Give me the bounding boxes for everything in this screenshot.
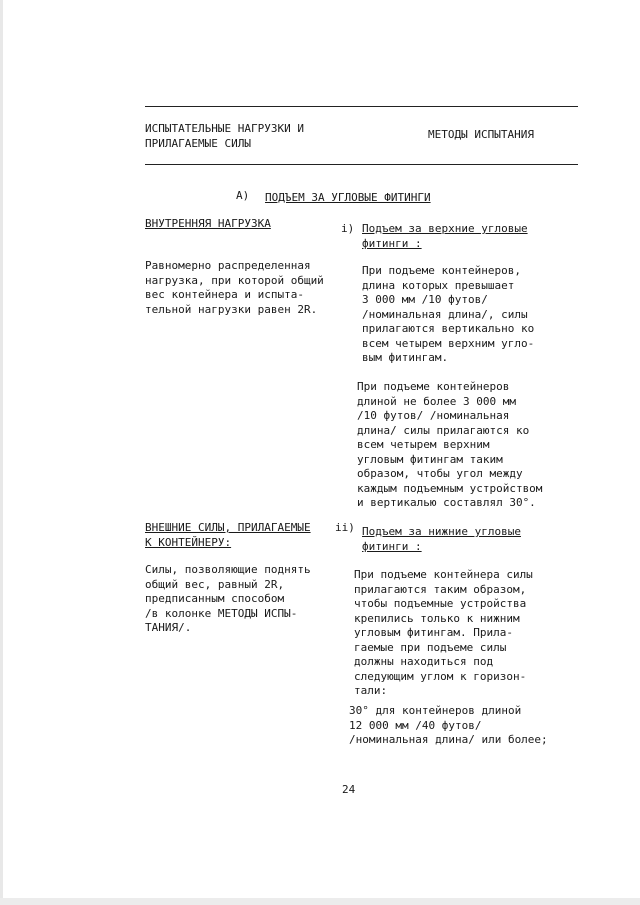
method-i-heading: Подъем за верхние угловые фитинги : bbox=[362, 222, 528, 250]
method-ii-number: ii) bbox=[335, 521, 355, 534]
scan-left-edge bbox=[0, 0, 3, 905]
method-ii-heading: Подъем за нижние угловые фитинги : bbox=[362, 525, 521, 553]
internal-load-heading: ВНУТРЕННЯЯ НАГРУЗКА bbox=[145, 217, 271, 230]
section-label: А) bbox=[236, 189, 250, 202]
method-ii-paragraph-2: 30° для контейнеров длиной 12 000 мм /40 футов/ /номинальная длина/ или более; bbox=[349, 704, 548, 746]
header-right-title: МЕТОДЫ ИСПЫТАНИЯ bbox=[428, 128, 534, 141]
page-number: 24 bbox=[342, 783, 356, 796]
scan-bottom-edge bbox=[0, 898, 640, 905]
external-forces-text: Силы, позволяющие поднять общий вес, равный 2R, предписанным способом /в колонке МЕТОДЫ ИСПЫ- ТАНИЯ/. bbox=[145, 563, 311, 634]
method-i-paragraph-2: При подъеме контейнеров длиной не более 3 000 мм /10 футов/ /номинальная длина/ силы прилагаются ко всем четырем верхним угловым фитингам таким образом, чтобы угол между каждым подъемным устройством и вертикалью составлял 30°. bbox=[357, 380, 543, 509]
header-top-rule bbox=[145, 106, 578, 107]
section-title: ПОДЪЕМ ЗА УГЛОВЫЕ ФИТИНГИ bbox=[265, 191, 431, 204]
method-i-paragraph-1: При подъеме контейнеров, длина которых превышает 3 000 мм /10 футов/ /номинальная длина/, силы прилагаются вертикально ко всем четырем верхним угло- вым фитингам. bbox=[362, 264, 535, 364]
method-i-number: i) bbox=[341, 222, 355, 235]
header-bottom-rule bbox=[145, 164, 578, 165]
method-ii-paragraph-1: При подъеме контейнера силы прилагаются таким образом, чтобы подъемные устройства крепились только к нижним угловым фитингам. Прила- гаемые при подъеме силы должны находиться под следующим углом к горизон- тали: bbox=[354, 568, 533, 697]
header-left-title: ИСПЫТАТЕЛЬНЫЕ НАГРУЗКИ И ПРИЛАГАЕМЫЕ СИЛЫ bbox=[145, 122, 304, 150]
external-forces-heading: ВНЕШНИЕ СИЛЫ, ПРИЛАГАЕМЫЕ К КОНТЕЙНЕРУ: bbox=[145, 521, 311, 549]
internal-load-text: Равномерно распределенная нагрузка, при которой общий вес контейнера и испыта- тельной нагрузки равен 2R. bbox=[145, 259, 324, 316]
